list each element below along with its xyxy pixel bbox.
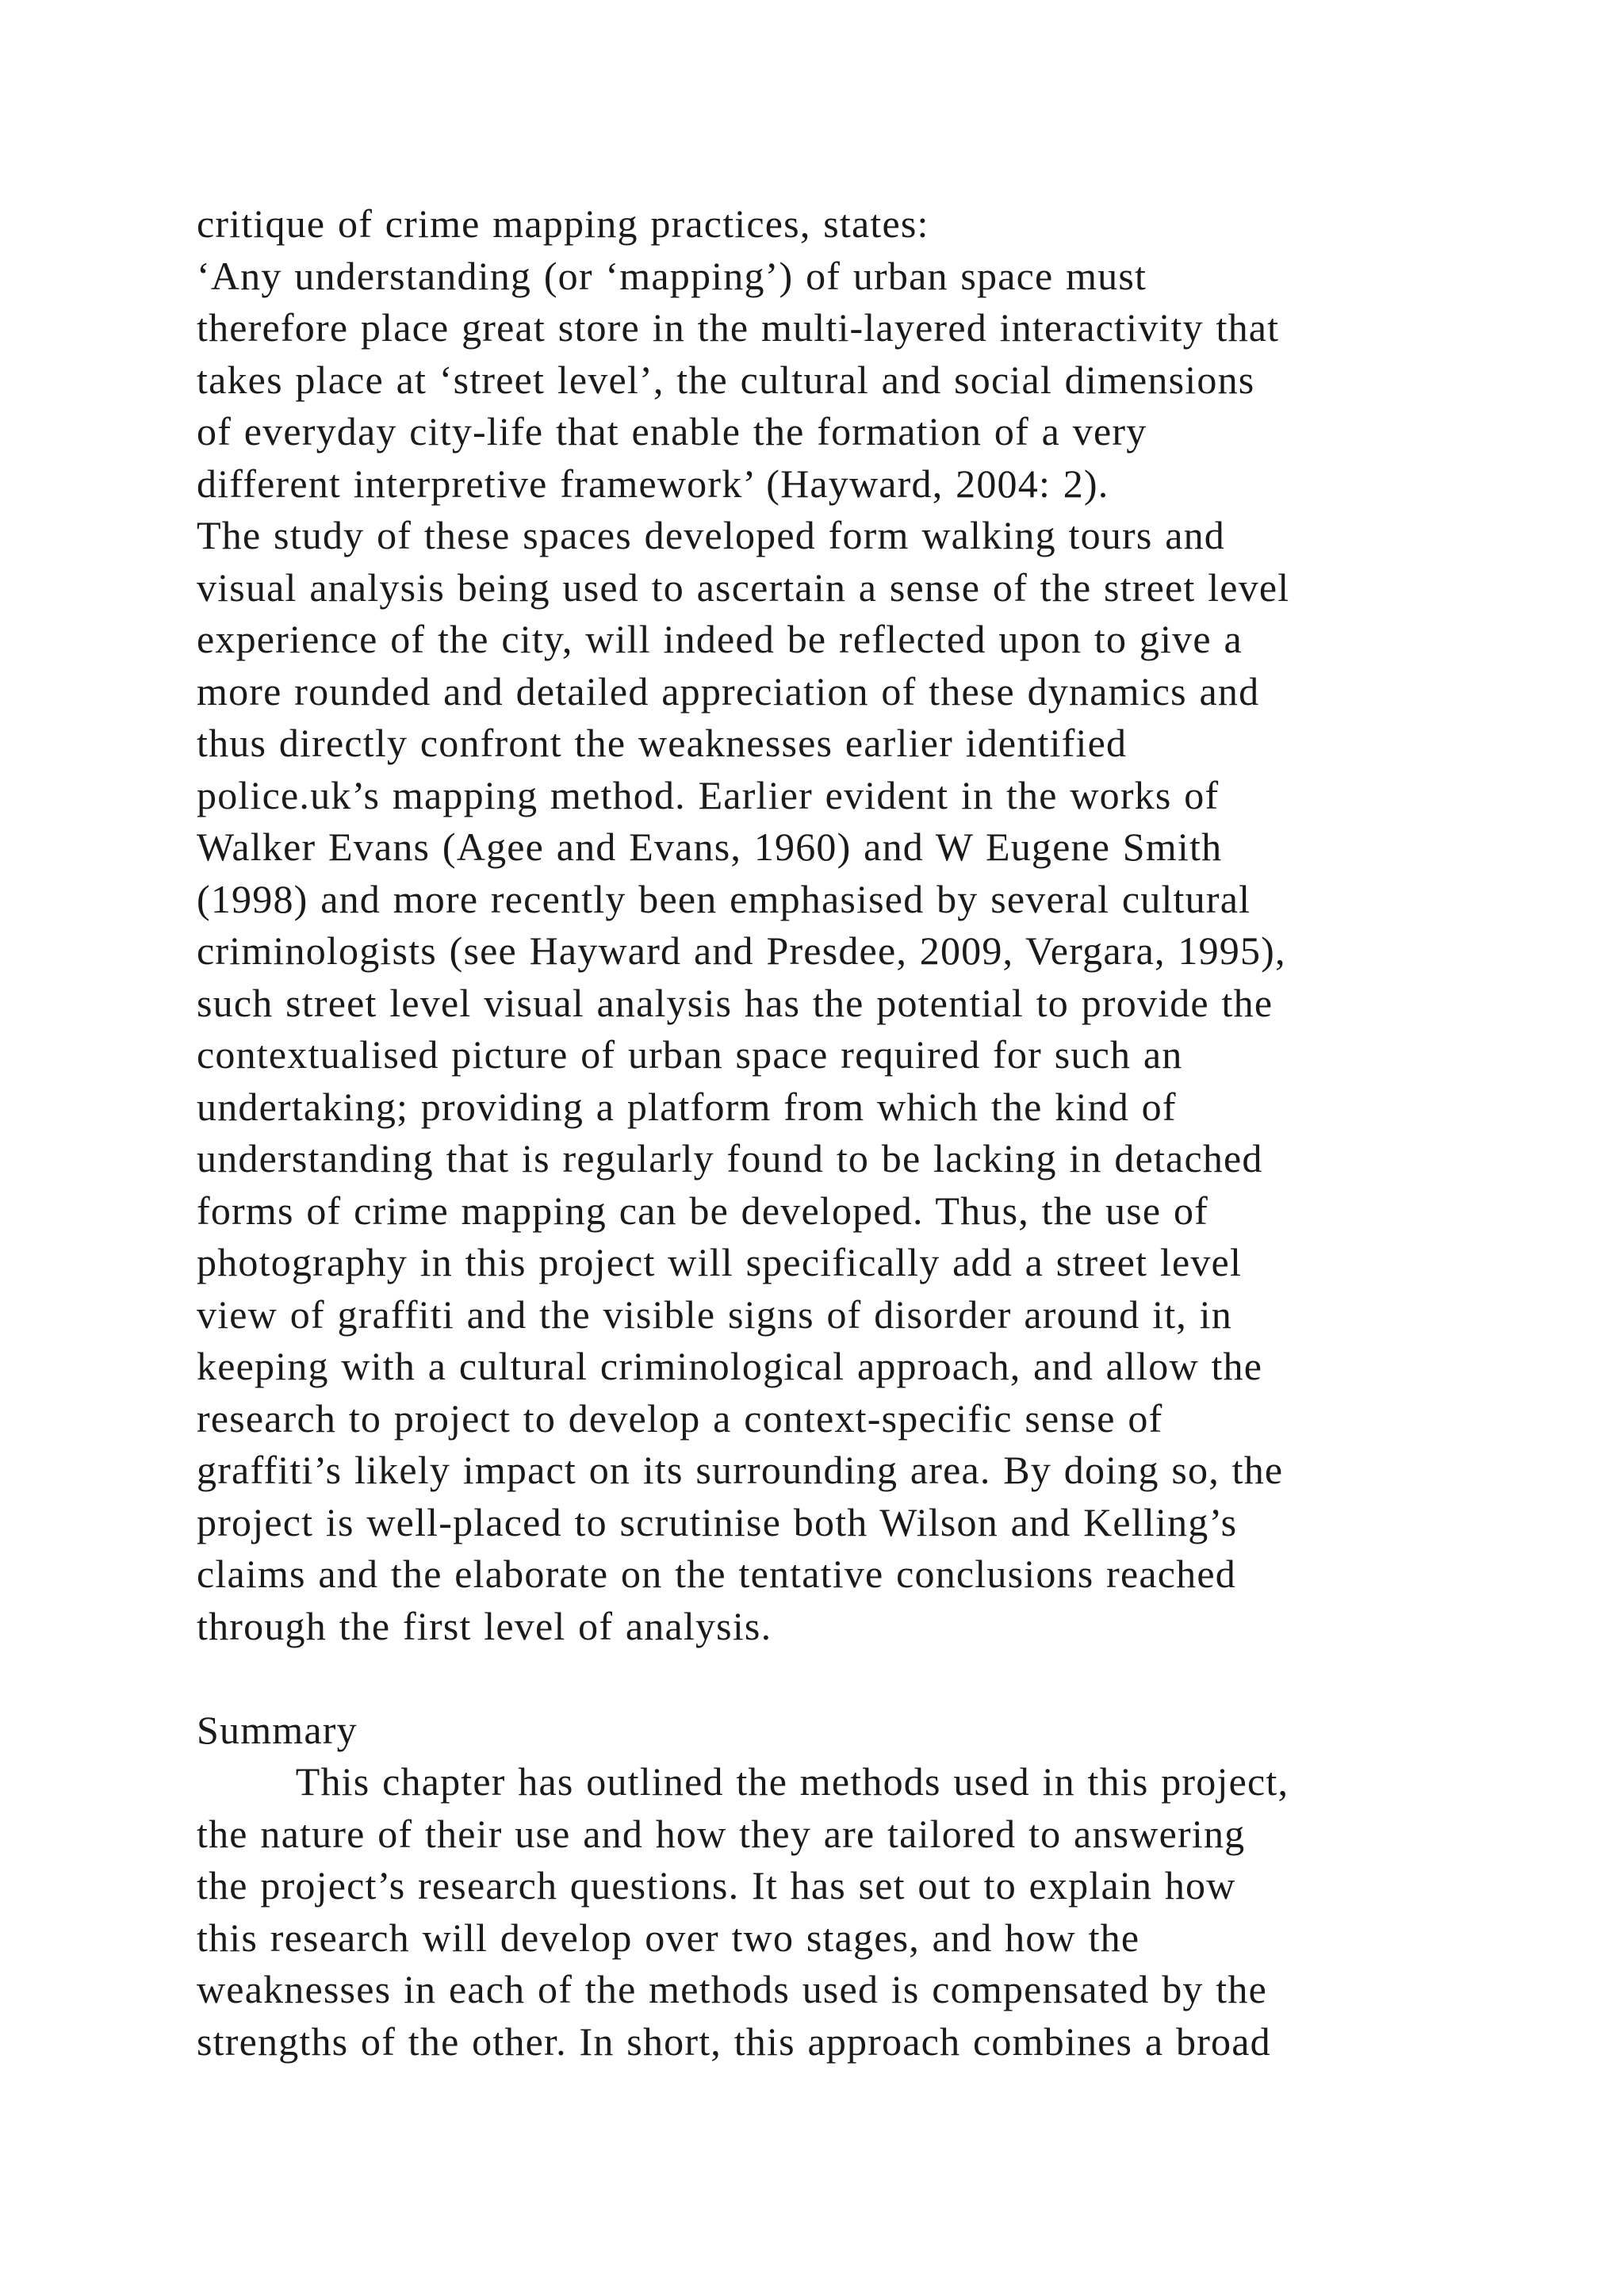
text-line: strengths of the other. In short, this approach combines a broad bbox=[197, 2019, 1271, 2064]
text-line: critique of crime mapping practices, states: bbox=[197, 201, 929, 246]
text-line: understanding that is regularly found to be lacking in detached bbox=[197, 1136, 1263, 1181]
text-line: different interpretive framework’ (Hayward, 2004: 2). bbox=[197, 461, 1109, 506]
text-line: more rounded and detailed appreciation of these dynamics and bbox=[197, 668, 1260, 714]
text-line: undertaking; providing a platform from which the kind of bbox=[197, 1084, 1177, 1129]
text-line: criminologists (see Hayward and Presdee, 2009, Vergara, 1995), bbox=[197, 928, 1286, 973]
text-line: Walker Evans (Agee and Evans, 1960) and W Eugene Smith bbox=[197, 825, 1223, 869]
text-line: photography in this project will specifically add a street level bbox=[197, 1240, 1243, 1284]
paragraph-gap bbox=[197, 1652, 1481, 1705]
text-line: experience of the city, will indeed be reflected upon to give a bbox=[197, 617, 1243, 661]
text-line: research to project to develop a context-specific sense of bbox=[197, 1395, 1163, 1441]
text-line: The study of these spaces developed form walking tours and bbox=[197, 513, 1225, 557]
text-line: the nature of their use and how they are tailored to answering bbox=[197, 1811, 1246, 1856]
text-line: forms of crime mapping can be developed. Thus, the use of bbox=[197, 1188, 1209, 1233]
text-line: therefore place great store in the multi-layered interactivity that bbox=[197, 305, 1280, 350]
text-line: thus directly confront the weaknesses earlier identified bbox=[197, 721, 1128, 765]
text-line: takes place at ‘street level’, the cultural and social dimensions bbox=[197, 357, 1255, 402]
text-line: of everyday city-life that enable the formation of a very bbox=[197, 409, 1147, 453]
text-line: through the first level of analysis. bbox=[197, 1603, 772, 1648]
text-line: ‘Any understanding (or ‘mapping’) of urban space must bbox=[197, 253, 1147, 298]
body-text bbox=[197, 198, 1481, 2068]
text-line: This chapter has outlined the methods used in this project, bbox=[197, 1759, 1289, 1804]
text-line: view of graffiti and the visible signs of disorder around it, in bbox=[197, 1292, 1232, 1337]
text-line: this research will develop over two stages, and how the bbox=[197, 1915, 1140, 1960]
text-line: graffiti’s likely impact on its surrounding area. By doing so, the bbox=[197, 1448, 1284, 1492]
text-line: claims and the elaborate on the tentative conclusions reached bbox=[197, 1552, 1236, 1596]
text-line: (1998) and more recently been emphasised by several cultural bbox=[197, 876, 1251, 921]
text-line: weaknesses in each of the methods used is compensated by the bbox=[197, 1967, 1267, 2011]
text-line: such street level visual analysis has the potential to provide the bbox=[197, 980, 1274, 1025]
text-line: visual analysis being used to ascertain a sense of the street level bbox=[197, 564, 1290, 610]
text-line: police.uk’s mapping method. Earlier evident in the works of bbox=[197, 772, 1220, 817]
text-line: keeping with a cultural criminological approach, and allow the bbox=[197, 1344, 1263, 1388]
text-line: contextualised picture of urban space required for such an bbox=[197, 1032, 1183, 1077]
text-line: project is well-placed to scrutinise both Wilson and Kelling’s bbox=[197, 1499, 1238, 1544]
section-heading: Summary bbox=[197, 1707, 358, 1752]
text-line: the project’s research questions. It has set out to explain how bbox=[197, 1863, 1236, 1908]
